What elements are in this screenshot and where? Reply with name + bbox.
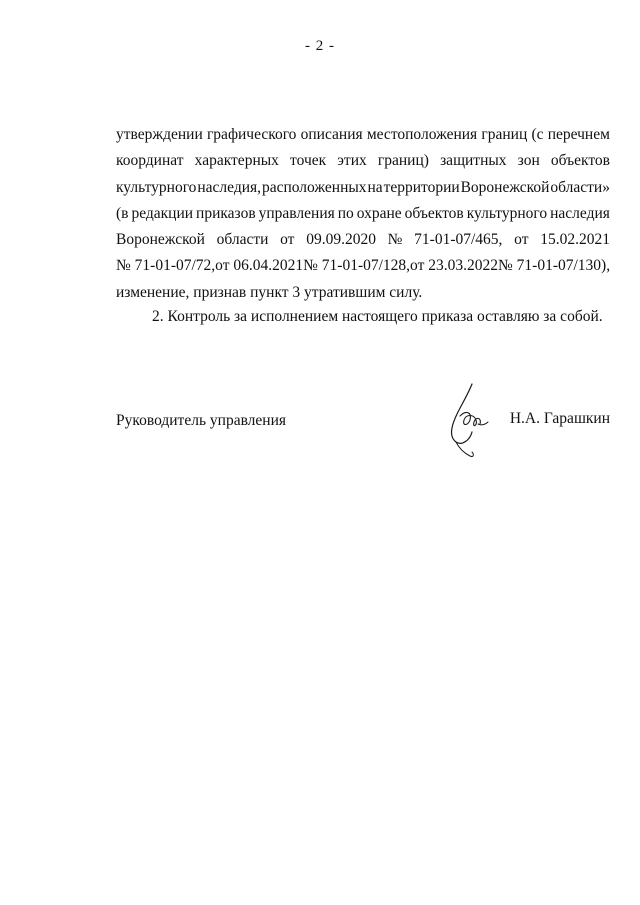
word: описания (300, 126, 363, 143)
word: зон (517, 152, 540, 170)
text-line (116, 175, 610, 201)
signature-block (116, 410, 610, 470)
word: на (367, 178, 383, 196)
word: по (337, 204, 354, 222)
text-line (116, 253, 610, 279)
word: № 71-01-07/130), (498, 257, 611, 275)
signer-name: Н.А. Гарашкин (509, 410, 610, 427)
word: 71-01-07/465, (414, 231, 503, 249)
word: объектов (550, 152, 610, 170)
word: (с (531, 126, 544, 143)
text-line (116, 148, 610, 174)
word: Воронежской (116, 231, 205, 249)
word: границ (481, 126, 528, 143)
word: культурного (116, 178, 197, 196)
word: Воронежской (460, 178, 550, 196)
word: культурного (466, 204, 548, 222)
word: наследия, (197, 178, 262, 196)
word: № 71-01-07/128, (303, 257, 411, 275)
word: местоположения (366, 126, 478, 143)
handwritten-signature (442, 382, 492, 462)
word: области (216, 231, 269, 249)
word: области» (550, 178, 610, 196)
word: 15.02.2021 (540, 231, 610, 249)
text-line (116, 122, 610, 148)
word: утверждении (116, 126, 203, 143)
text-line: изменение, признав пункт 3 утратившим силу. (116, 283, 423, 301)
word: редакции (131, 204, 194, 222)
page-number: - 2 - (305, 38, 335, 54)
text-line (116, 201, 610, 227)
word: 09.09.2020 (306, 231, 376, 249)
word: координат (116, 152, 184, 170)
word: от 06.04.2021 (215, 257, 304, 275)
word: характерных (194, 152, 279, 170)
paragraph-2: 2. Контроль за исполнением настоящего приказа оставляю за собой. (152, 308, 603, 325)
signer-position: Руководитель управления (116, 412, 287, 429)
word: расположенных (261, 178, 367, 196)
word: точек (290, 152, 327, 170)
word: наследия (550, 204, 610, 222)
paragraph-1 (116, 122, 610, 306)
word: (в (116, 204, 129, 222)
word: защитных (440, 152, 507, 170)
word: этих (337, 152, 367, 170)
word: № 71-01-07/72, (116, 257, 216, 275)
word: границ) (377, 152, 429, 170)
word: от (280, 231, 295, 249)
word: № (387, 231, 403, 249)
word: управления (258, 204, 335, 222)
word: графического (206, 126, 297, 143)
word: охране (356, 204, 402, 222)
text-line (116, 227, 610, 253)
word: приказов (196, 204, 256, 222)
word: от (514, 231, 529, 249)
word: от 23.03.2022 (410, 257, 498, 275)
word: перечнем (547, 126, 610, 143)
word: территории (383, 178, 460, 196)
word: объектов (404, 204, 464, 222)
